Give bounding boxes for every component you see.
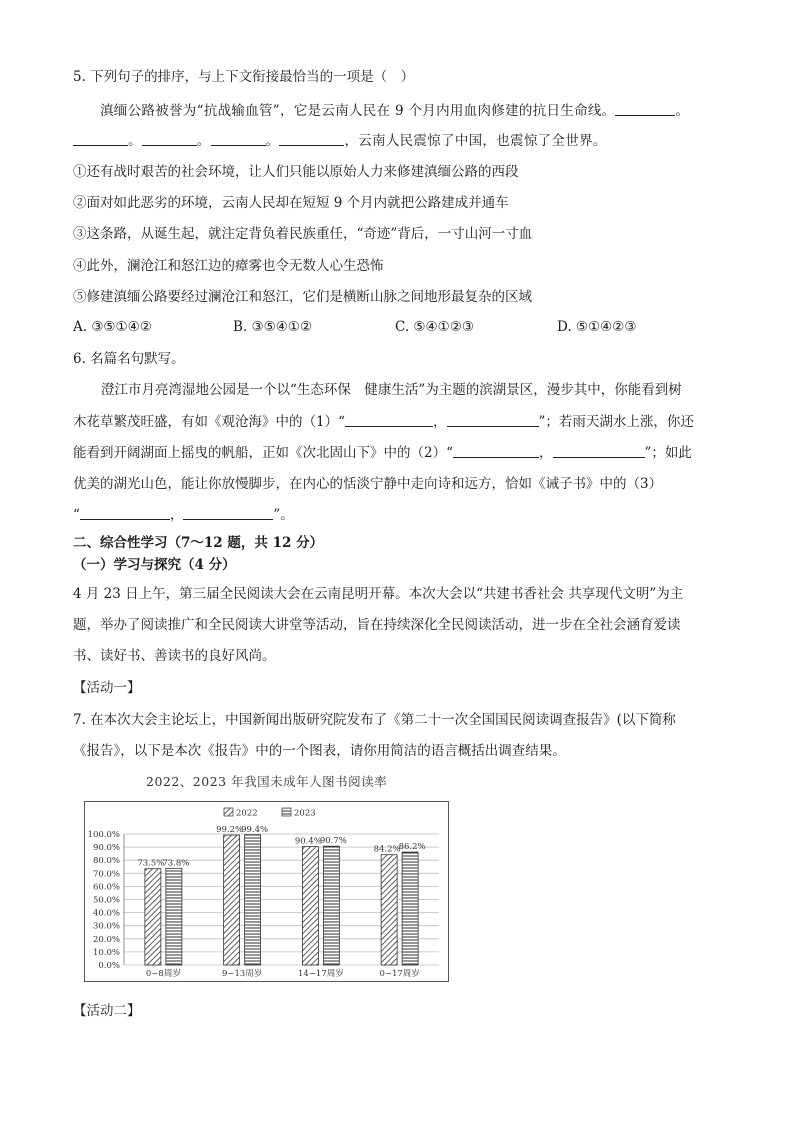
q5-passage-line2: 。 。 。 ，云南人民震惊了中国，也震惊了全世界。 (73, 131, 607, 151)
legend-swatch (282, 808, 291, 816)
q6-blank-2a[interactable] (453, 443, 539, 458)
bar-2023 (245, 835, 261, 965)
y-tick-label: 30.0% (92, 921, 120, 932)
y-tick-label: 40.0% (92, 908, 120, 919)
reading-rate-chart (84, 801, 450, 983)
bar-2023 (166, 868, 182, 965)
x-tick-label: 0~8周岁 (145, 969, 181, 979)
q6-comma-2: ， (539, 445, 553, 461)
q5-blank-1[interactable] (615, 101, 675, 116)
q5-sentence-4: ④此外，澜沧江和怒江边的瘴雾也令无数人心生恐怖 (73, 258, 384, 274)
y-tick-label: 80.0% (92, 856, 120, 867)
x-tick-label: 9~13周岁 (221, 969, 263, 979)
data-label: 86.2% (398, 842, 426, 853)
q6-line4: 优美的湖光山色，能让你放慢脚步，在内心的恬淡宁静中走向诗和远方，恰如《诫子书》中的（3） (73, 476, 663, 492)
q6-blank-1b[interactable] (447, 412, 539, 427)
q6-comma-3: ， (169, 507, 184, 523)
q5-option-c[interactable]: C. ⑤④①②③ (395, 319, 474, 335)
activity-1-heading: 【活动一】 (73, 680, 141, 696)
q6-line5 (73, 505, 294, 525)
q5-passage-end: ，云南人民震惊了中国，也震惊了全世界。 (344, 133, 607, 149)
data-label: 90.4% (294, 836, 322, 847)
section2-intro-1: 4 月 23 日上午，第三届全民阅读大会在云南昆明开幕。本次大会以“共建书香社会 共享现代文明”为主 (73, 586, 684, 602)
legend-label: 2023 (294, 808, 316, 819)
y-tick-label: 0.0% (98, 961, 120, 971)
q6-comma-1: ， (433, 414, 447, 430)
bar-2022 (302, 847, 318, 965)
q5-passage-start: 滇缅公路被誉为“抗战输血管”，它是云南人民在 9 个月内用血肉修建的抗日生命线。 (100, 103, 616, 119)
legend-swatch (224, 808, 233, 816)
bar-2022 (224, 835, 240, 965)
q6-line3-end: ”；如此 (644, 445, 692, 461)
data-label: 90.7% (319, 836, 347, 847)
q6-blank-3a[interactable] (80, 505, 170, 520)
section2-intro-2: 题，举办了阅读推广和全民阅读大讲堂等活动，旨在持续深化全民阅读活动，进一步在全社会涵育爱读 (73, 617, 681, 633)
q5-stem: 5. 下列句子的排序，与上下文衔接最恰当的一项是（ ） (73, 69, 415, 85)
q6-line2-end: ”；若雨天湖水上涨，你还 (538, 414, 694, 430)
bar-2023 (323, 846, 339, 965)
section2-heading: 二、综合性学习（7～12 题，共 12 分） (73, 535, 324, 551)
q5-option-a[interactable]: A. ③⑤①④② (73, 319, 152, 335)
data-label: 73.8% (162, 858, 190, 869)
legend-label: 2022 (236, 808, 258, 819)
y-tick-label: 10.0% (92, 947, 120, 958)
q5-option-b[interactable]: B. ③⑤④①② (233, 319, 313, 335)
q6-line3-text: 能看到开阔湖面上摇曳的帆船，正如《次北固山下》中的（2）“ (73, 445, 453, 461)
q6-line2 (73, 412, 694, 432)
q5-blank-2[interactable] (73, 131, 128, 146)
q6-stem: 6. 名篇名句默写。 (73, 351, 185, 367)
activity-2-heading: 【活动二】 (73, 1003, 141, 1019)
chart-title: 2022、2023 年我国未成年人图书阅读率 (146, 774, 388, 789)
q7-line2: 《报告》，以下是本次《报告》中的一个图表，请你用简洁的语言概括出调查结果。 (73, 743, 566, 759)
q6-close-quote: ”。 (273, 507, 294, 523)
section2-subheading: （一）学习与探究（4 分） (73, 557, 236, 573)
y-tick-label: 60.0% (92, 882, 120, 893)
q6-blank-2b[interactable] (553, 443, 645, 458)
q6-line3 (73, 443, 692, 463)
y-tick-label: 90.0% (92, 843, 120, 854)
x-tick-label: 0~17周岁 (379, 969, 420, 979)
data-label: 73.5% (137, 858, 165, 869)
data-label: 84.2% (373, 844, 401, 855)
y-tick-label: 50.0% (92, 895, 120, 906)
q7-line1: 7. 在本次大会主论坛上，中国新闻出版研究院发布了《第二十一次全国国民阅读调查报告》(以下简称 (73, 712, 676, 728)
q6-blank-1a[interactable] (345, 412, 433, 427)
y-tick-label: 70.0% (92, 869, 120, 880)
q5-blank-4[interactable] (211, 131, 266, 146)
q5-passage-line1: 滇缅公路被誉为“抗战输血管”，它是云南人民在 9 个月内用血肉修建的抗日生命线。 。 (100, 103, 690, 119)
q6-blank-3b[interactable] (183, 505, 273, 520)
q6-line1: 澄江市月亮湾湿地公园是一个以“生态环保 健康生活”为主题的滨湖景区，漫步其中，你能看到树 (101, 382, 682, 398)
q5-sentence-3: ③这条路，从诞生起，就注定背负着民族重任，“奇迹”背后，一寸山河一寸血 (73, 226, 533, 242)
q6-open-quote: “ (73, 507, 80, 523)
y-tick-label: 20.0% (92, 934, 120, 945)
bar-2023 (402, 852, 418, 965)
q5-option-d[interactable]: D. ⑤①④②③ (557, 319, 637, 335)
data-label: 99.2% (216, 825, 244, 836)
q5-sentence-1: ①还有战时艰苦的社会环境，让人们只能以原始人力来修建滇缅公路的西段 (73, 164, 519, 180)
bar-2022 (381, 855, 397, 965)
q5-options (73, 317, 636, 337)
section2-intro-3: 书、读好书、善读书的良好风尚。 (73, 648, 276, 664)
q5-blank-5[interactable] (279, 131, 344, 146)
q5-blank-3[interactable] (142, 131, 197, 146)
data-label: 99.4% (241, 824, 269, 835)
x-tick-label: 14~17周岁 (297, 969, 344, 979)
q5-sentence-5: ⑤修建滇缅公路要经过澜沧江和怒江，它们是横断山脉之间地形最复杂的区域 (73, 289, 532, 305)
q6-line2-text: 木花草繁茂旺盛，有如《观沧海》中的（1）“ (73, 414, 345, 430)
y-tick-label: 100.0% (87, 830, 120, 840)
bar-2022 (145, 869, 161, 965)
q5-sentence-2: ②面对如此恶劣的环境，云南人民却在短短 9 个月内就把公路建成并通车 (73, 195, 509, 211)
